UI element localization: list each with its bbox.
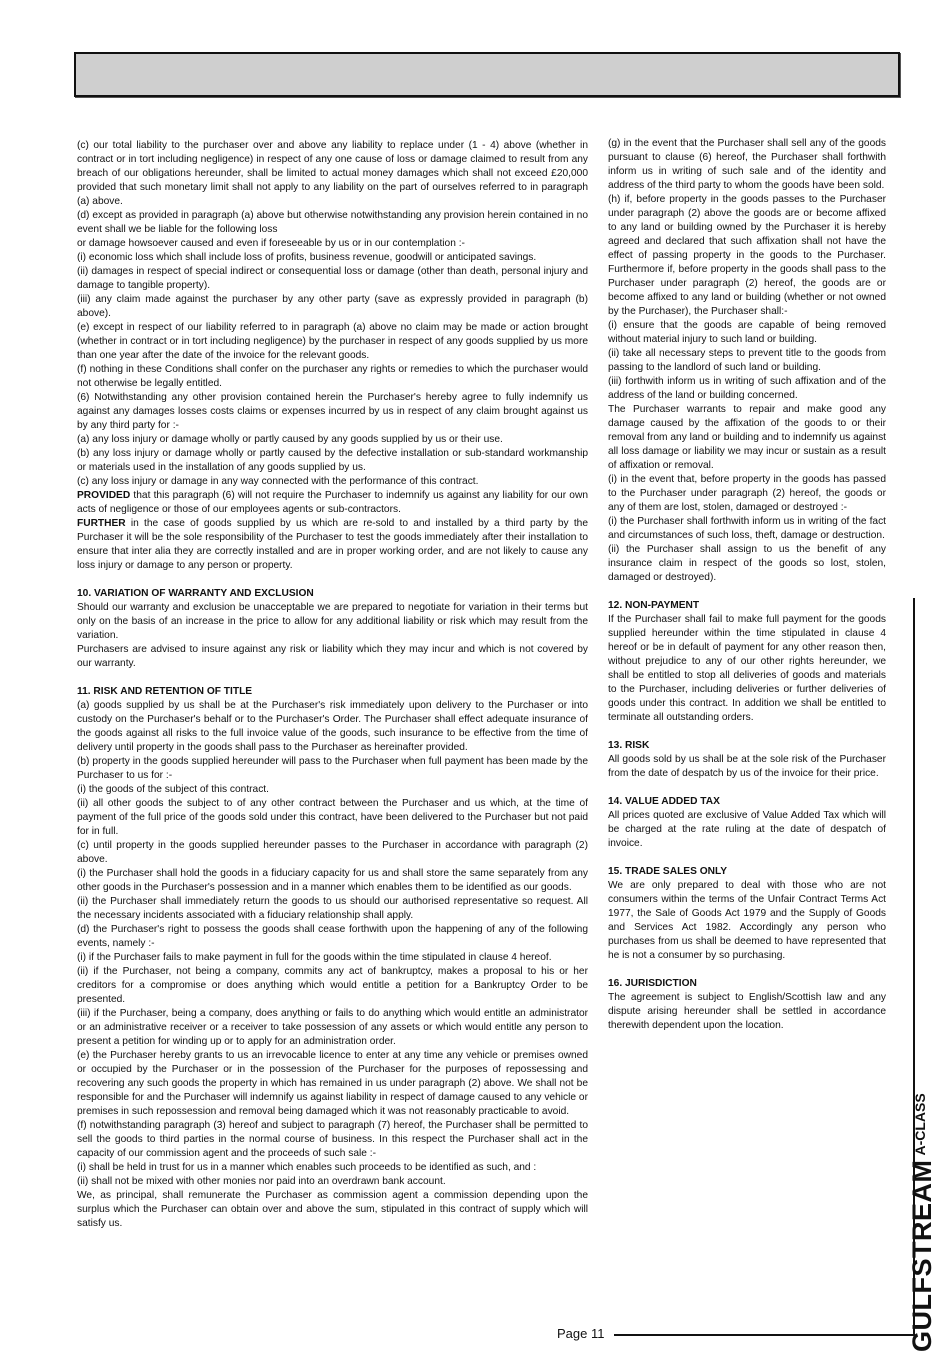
brand-model: A-CLASS [912,1093,928,1156]
paragraph: All goods sold by us shall be at the sole risk of the Purchaser from the date of despatch by us of the invoice for their price. [608,754,886,779]
paragraph: (b) any loss injury or damage wholly or partly caused by the defective installation or sub-standard workmanship or materials used in the installation of any goods supplied by us. [77,448,588,473]
paragraph: (i) the goods of the subject of this contract. [77,784,269,795]
paragraph: (ii) all other goods the subject to of any other contract between the Purchaser and us which, at the time of payment of the full price of the goods sold under this contract, have been delivered to the Purchaser but not paid for in full. [77,798,588,837]
section-heading: 14. VALUE ADDED TAX [608,796,720,807]
paragraph: (c) our total liability to the purchaser over and above any liability to replace under (1 - 4) above (whether in contract or in tort including negligence) in respect of any one cause of loss or damage claimed to result from any breach of our obligations hereunder, shall be limited to actual money damages which shall not exceed £20,000 provided that such monetary limit shall not apply to any liability on the part of ourselves referred to in paragraph (a) above. [77,140,588,207]
paragraph: (a) goods supplied by us shall be at the Purchaser's risk immediately upon delivery to the Purchaser or into custody on the Purchaser's behalf or to the Purchaser's Order. The Purchaser shall effect adequate insurance of the goods against all risks to the full invoice value of the goods, such insurance to be effective from the time of delivery until property in the goods shall pass to the Purchaser as hereinafter provided. [77,700,588,753]
paragraph: or damage howsoever caused and even if foreseeable by us or in our contemplation :- [77,238,465,249]
page-number: Page 11 [557,1325,610,1343]
paragraph: (iii) any claim made against the purchaser by any other party (save as expressly provided in paragraph (b) above). [77,294,588,319]
paragraph: (a) any loss injury or damage wholly or partly caused by any goods supplied by us or their use. [77,434,503,445]
paragraph: (g) in the event that the Purchaser shall sell any of the goods pursuant to clause (6) hereof, the Purchaser shall forthwith inform us in writing of such sale and of the identity and address of the third party to whom the goods have been sold. [608,138,886,191]
paragraph: (d) except as provided in paragraph (a) above but otherwise notwithstanding any provision herein contained in no event shall we be liable for the following loss [77,210,588,235]
paragraph: (c) any loss injury or damage in any way connected with the performance of this contract. [77,476,479,487]
paragraph: (i) ensure that the goods are capable of being removed without material injury to such land or building. [608,320,886,345]
provided-paragraph [77,489,588,517]
paragraph: The agreement is subject to English/Scottish law and any dispute arising hereunder shall be settled in accordance therewith dependent upon the location. [608,992,886,1031]
paragraph: Should our warranty and exclusion be unacceptable we are prepared to negotiate for variation in their terms but only on the basis of an increase in the price to allow for any additional liability or risk which may result from the variation. [77,602,588,641]
paragraph: (ii) damages in respect of special indirect or consequential loss or damage (other than death, personal injury and damage to tangible property). [77,266,588,291]
paragraph: (f) notwithstanding paragraph (3) hereof and subject to paragraph (7) hereof, the Purchaser shall be permitted to sell the goods to third parties in the normal course of business. In this respect the Purchaser shall act in the capacity of our commission agent and the proceeds of such sale :- [77,1120,588,1159]
section-heading: 11. RISK AND RETENTION OF TITLE [77,686,253,697]
section-heading: 12. NON-PAYMENT [608,600,700,611]
paragraph: (iii) if the Purchaser, being a company, does anything or fails to do anything which would entitle an administrator or an administrative receiver or a receiver to take possession of any assets or which would entitle any person to present a petition for winding up or to apply for an administration order. [77,1008,588,1047]
paragraph: (iii) forthwith inform us in writing of such affixation and of the address of the land or building concerned. [608,376,886,401]
paragraph: (i) the Purchaser shall forthwith inform us in writing of the fact and circumstances of such loss, theft, damage or destruction. [608,516,886,541]
paragraph: We are only prepared to deal with those who are not consumers within the terms of the Unfair Contract Terms Act 1977, the Sale of Goods Act 1979 and the Supply of Goods and Services Act 1982. Accordingly any person who purchases from us shall be deemed to have represented that he is not a consumer by so purchasing. [608,880,886,961]
header-bar [74,52,900,97]
footer-rule [614,1334,915,1336]
provided-text: that this paragraph (6) will not require the Purchaser to indemnify us against any liability for our own acts of negligence or those of our employees agents or sub-contractors. [77,490,588,515]
paragraph: Purchasers are advised to insure against any risk or liability which they may incur and which is not covered by our warranty. [77,644,588,669]
paragraph: (d) the Purchaser's right to possess the goods shall cease forthwith upon the happening of any of the following events, namely :- [77,924,588,949]
paragraph: (i) economic loss which shall include loss of profits, business revenue, goodwill or anticipated savings. [77,252,537,263]
paragraph: We, as principal, shall remunerate the Purchaser as commission agent a commission depending upon the surplus which the Purchaser can obtain over and above the sum, stipulated in this contract of supply which will satisfy us. [77,1190,588,1229]
paragraph: (b) property in the goods supplied hereunder will pass to the Purchaser when full payment has been made by the Purchaser to us for :- [77,756,588,781]
section-heading: 10. VARIATION OF WARRANTY AND EXCLUSION [77,588,314,599]
further-text: in the case of goods supplied by us which are re-sold to and installed by a third party by the Purchaser it will be the sole responsibility of the Purchaser to test the goods immediately after their installation to ensure that inter alia they are correctly installed and are in proper working order, and are not likely to cause any loss injury or damage to any person or property. [77,518,588,571]
paragraph: (f) nothing in these Conditions shall confer on the purchaser any rights or remedies to which the purchaser would not otherwise be legally entitled. [77,364,588,389]
paragraph: All prices quoted are exclusive of Value Added Tax which will be charged at the rate ruling at the date of despatch of invoice. [608,810,886,849]
paragraph: (e) the Purchaser hereby grants to us an irrevocable licence to enter at any time any vehicle or premises owned or occupied by the Purchaser or in the possession of the Purchaser for the purposes of repossessing and recovering any such goods the property in which has remained in us under paragraph (2) above. We shall not be responsible for and the Purchaser will indemnify us against liability in respect of damage caused to any vehicle or premises in such repossession and removal being damaged which it was not reasonably practicable to avoid. [77,1050,588,1117]
paragraph: (e) except in respect of our liability referred to in paragraph (a) above no claim may be made or action brought (whether in contract or in tort including negligence) by the purchaser in respect of any goods supplied by us more than one year after the date of the invoice for the relevant goods. [77,322,588,361]
paragraph: (ii) take all necessary steps to prevent title to the goods from passing to the landlord of such land or building. [608,348,886,373]
left-column [77,139,588,1231]
paragraph: (h) if, before property in the goods passes to the Purchaser under paragraph (2) above the goods are or become affixed to any land or building owned by the Purchaser it is hereby agreed and declared that such affixation shall not have the effect of passing property in the goods to the Purchaser. Furthermore if, before property in the goods shall pass to the Purchaser under paragraph (2) hereof, the goods are or become affixed to any land or building (whether or not owned by the Purchaser), the Purchaser shall:- [608,194,886,317]
paragraph: (i) if the Purchaser fails to make payment in full for the goods within the time stipulated in clause 4 hereof. [77,952,552,963]
paragraph: (i) the Purchaser shall hold the goods in a fiduciary capacity for us and shall store the same separately from any other goods in the Purchaser's possession and in a manner which enables them to be identified as our goods. [77,868,588,893]
paragraph: (ii) the Purchaser shall immediately return the goods to us should our authorised representative so request. All the necessary incidents associated with a fiduciary relationship shall apply. [77,896,588,921]
further-lead: FURTHER [77,518,126,529]
paragraph: (ii) shall not be mixed with other monies nor paid into an overdrawn bank account. [77,1176,446,1187]
section-heading: 15. TRADE SALES ONLY [608,866,728,877]
section-heading: 13. RISK [608,740,650,751]
further-paragraph [77,517,588,573]
section-heading: 16. JURISDICTION [608,978,697,989]
paragraph: The Purchaser warrants to repair and make good any damage caused by the affixation of the goods to or their removal from any land or building and to indemnify us against all loss damage or liability we may incur or sustain as a result of affixation or removal. [608,404,886,471]
paragraph: (i) shall be held in trust for us in a manner which enables such proceeds to be identified as such, and : [77,1162,537,1173]
right-column [608,137,886,1033]
paragraph: If the Purchaser shall fail to make full payment for the goods supplied hereunder within the time stipulated in clause 4 hereof or be in default of payment for any other reason then, without prejudice to any of our other rights hereunder, we shall be entitled to stop all deliveries of goods and materials to the Purchaser, including deliveries or further deliveries of goods under this contract. In addition we shall be entitled to terminate all outstanding orders. [608,614,886,723]
paragraph: (c) until property in the goods supplied hereunder passes to the Purchaser in accordance with paragraph (2) above. [77,840,588,865]
brand-logo [907,1093,938,1352]
brand-name: GULFSTREAM [907,1159,937,1352]
provided-lead: PROVIDED [77,490,131,501]
paragraph: (ii) if the Purchaser, not being a company, commits any act of bankruptcy, makes a proposal to his or her creditors for a compromise or does anything which would entitle a petition for a Bankruptcy Order to be presented. [77,966,588,1005]
paragraph: (6) Notwithstanding any other provision contained herein the Purchaser's hereby agree to fully indemnify us against any damages losses costs claims or expenses incurred by us in respect of any claim brought against us by any third party for :- [77,392,588,431]
paragraph: (i) in the event that, before property in the goods has passed to the Purchaser under paragraph (2) hereof, the goods or any of them are lost, stolen, damaged or destroyed :- [608,474,886,513]
paragraph: (ii) the Purchaser shall assign to us the benefit of any insurance claim in respect of the goods so lost, stolen, damaged or destroyed). [608,544,886,583]
